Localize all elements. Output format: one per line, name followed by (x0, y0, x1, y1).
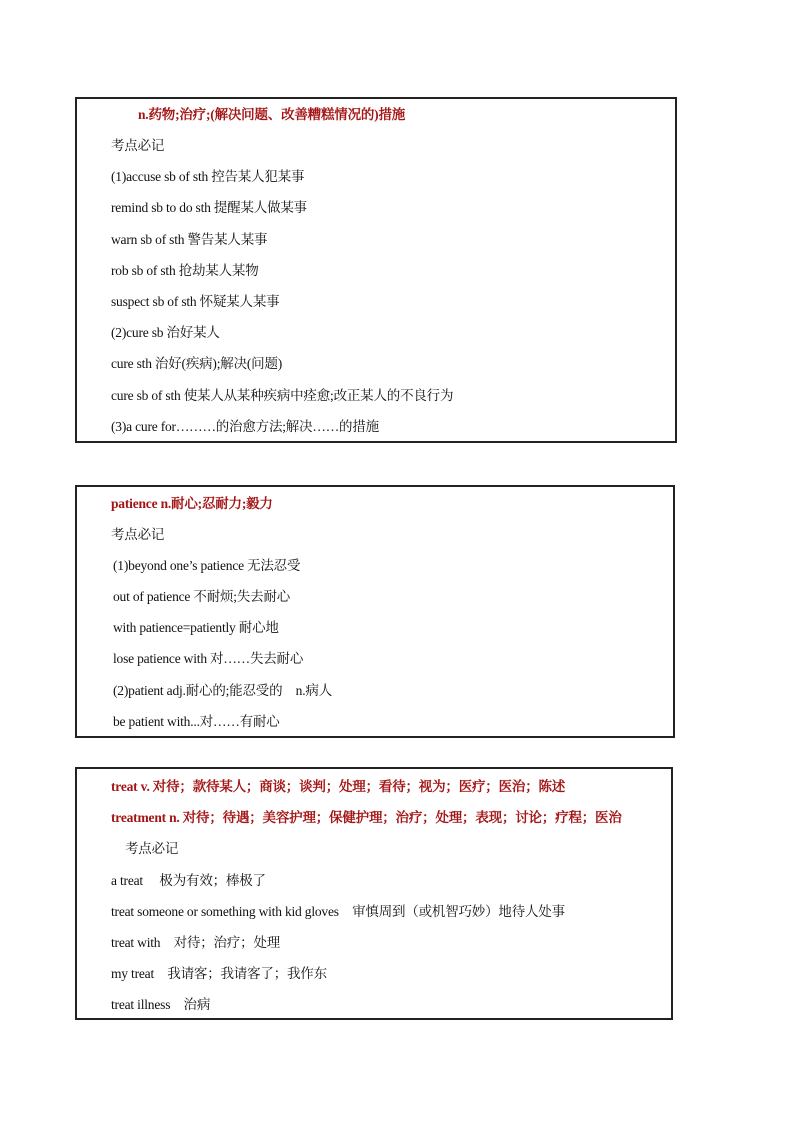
box3-line: a treat 极为有效；棒极了 (111, 873, 266, 888)
box2-heading: patience n.耐心;忍耐力;毅力 (111, 496, 273, 511)
box1-line: cure sth 治好(疾病);解决(问题) (111, 356, 283, 371)
box2-line: be patient with...对……有耐心 (113, 714, 280, 729)
box2-section-label: 考点必记 (111, 527, 165, 542)
box1-line: rob sb of sth 抢劫某人某物 (111, 263, 259, 278)
box3-heading-treat: treat v. 对待；款待某人；商谈；谈判；处理；看待；视为；医疗；医治；陈述 (111, 779, 566, 794)
box1-section-label: 考点必记 (111, 138, 165, 153)
box1-line: (3)a cure for………的治愈方法;解决……的措施 (111, 419, 379, 434)
box3-line: treat illness 治病 (111, 997, 211, 1012)
box3-heading-treatment: treatment n. 对待；待遇；美容护理；保健护理；治疗；处理；表现；讨论；疗程；医治 (111, 810, 622, 825)
box3-line: treat someone or something with kid gloves 审慎周到（或机智巧妙）地待人处事 (111, 904, 565, 919)
vocab-box-treat (75, 767, 673, 1020)
box3-section-label: 考点必记 (125, 841, 179, 856)
box2-line: (2)patient adj.耐心的;能忍受的 n.病人 (113, 683, 332, 698)
box2-line: lose patience with 对……失去耐心 (113, 651, 304, 666)
box1-line: cure sb of sth 使某人从某种疾病中痊愈;改正某人的不良行为 (111, 388, 454, 403)
box1-line: suspect sb of sth 怀疑某人某事 (111, 294, 280, 309)
vocab-box-cure (75, 97, 677, 443)
vocab-box-patience (75, 485, 675, 738)
box1-heading: n.药物;治疗;(解决问题、改善糟糕情况的)措施 (138, 107, 406, 122)
box1-line: warn sb of sth 警告某人某事 (111, 232, 268, 247)
box2-line: (1)beyond one’s patience 无法忍受 (113, 558, 301, 573)
box3-line: my treat 我请客；我请客了；我作东 (111, 966, 327, 981)
box2-line: with patience=patiently 耐心地 (113, 620, 279, 635)
box1-line: (2)cure sb 治好某人 (111, 325, 220, 340)
box2-line: out of patience 不耐烦;失去耐心 (113, 589, 291, 604)
box1-line: remind sb to do sth 提醒某人做某事 (111, 200, 307, 215)
box1-line: (1)accuse sb of sth 控告某人犯某事 (111, 169, 305, 184)
box3-line: treat with 对待；治疗；处理 (111, 935, 281, 950)
